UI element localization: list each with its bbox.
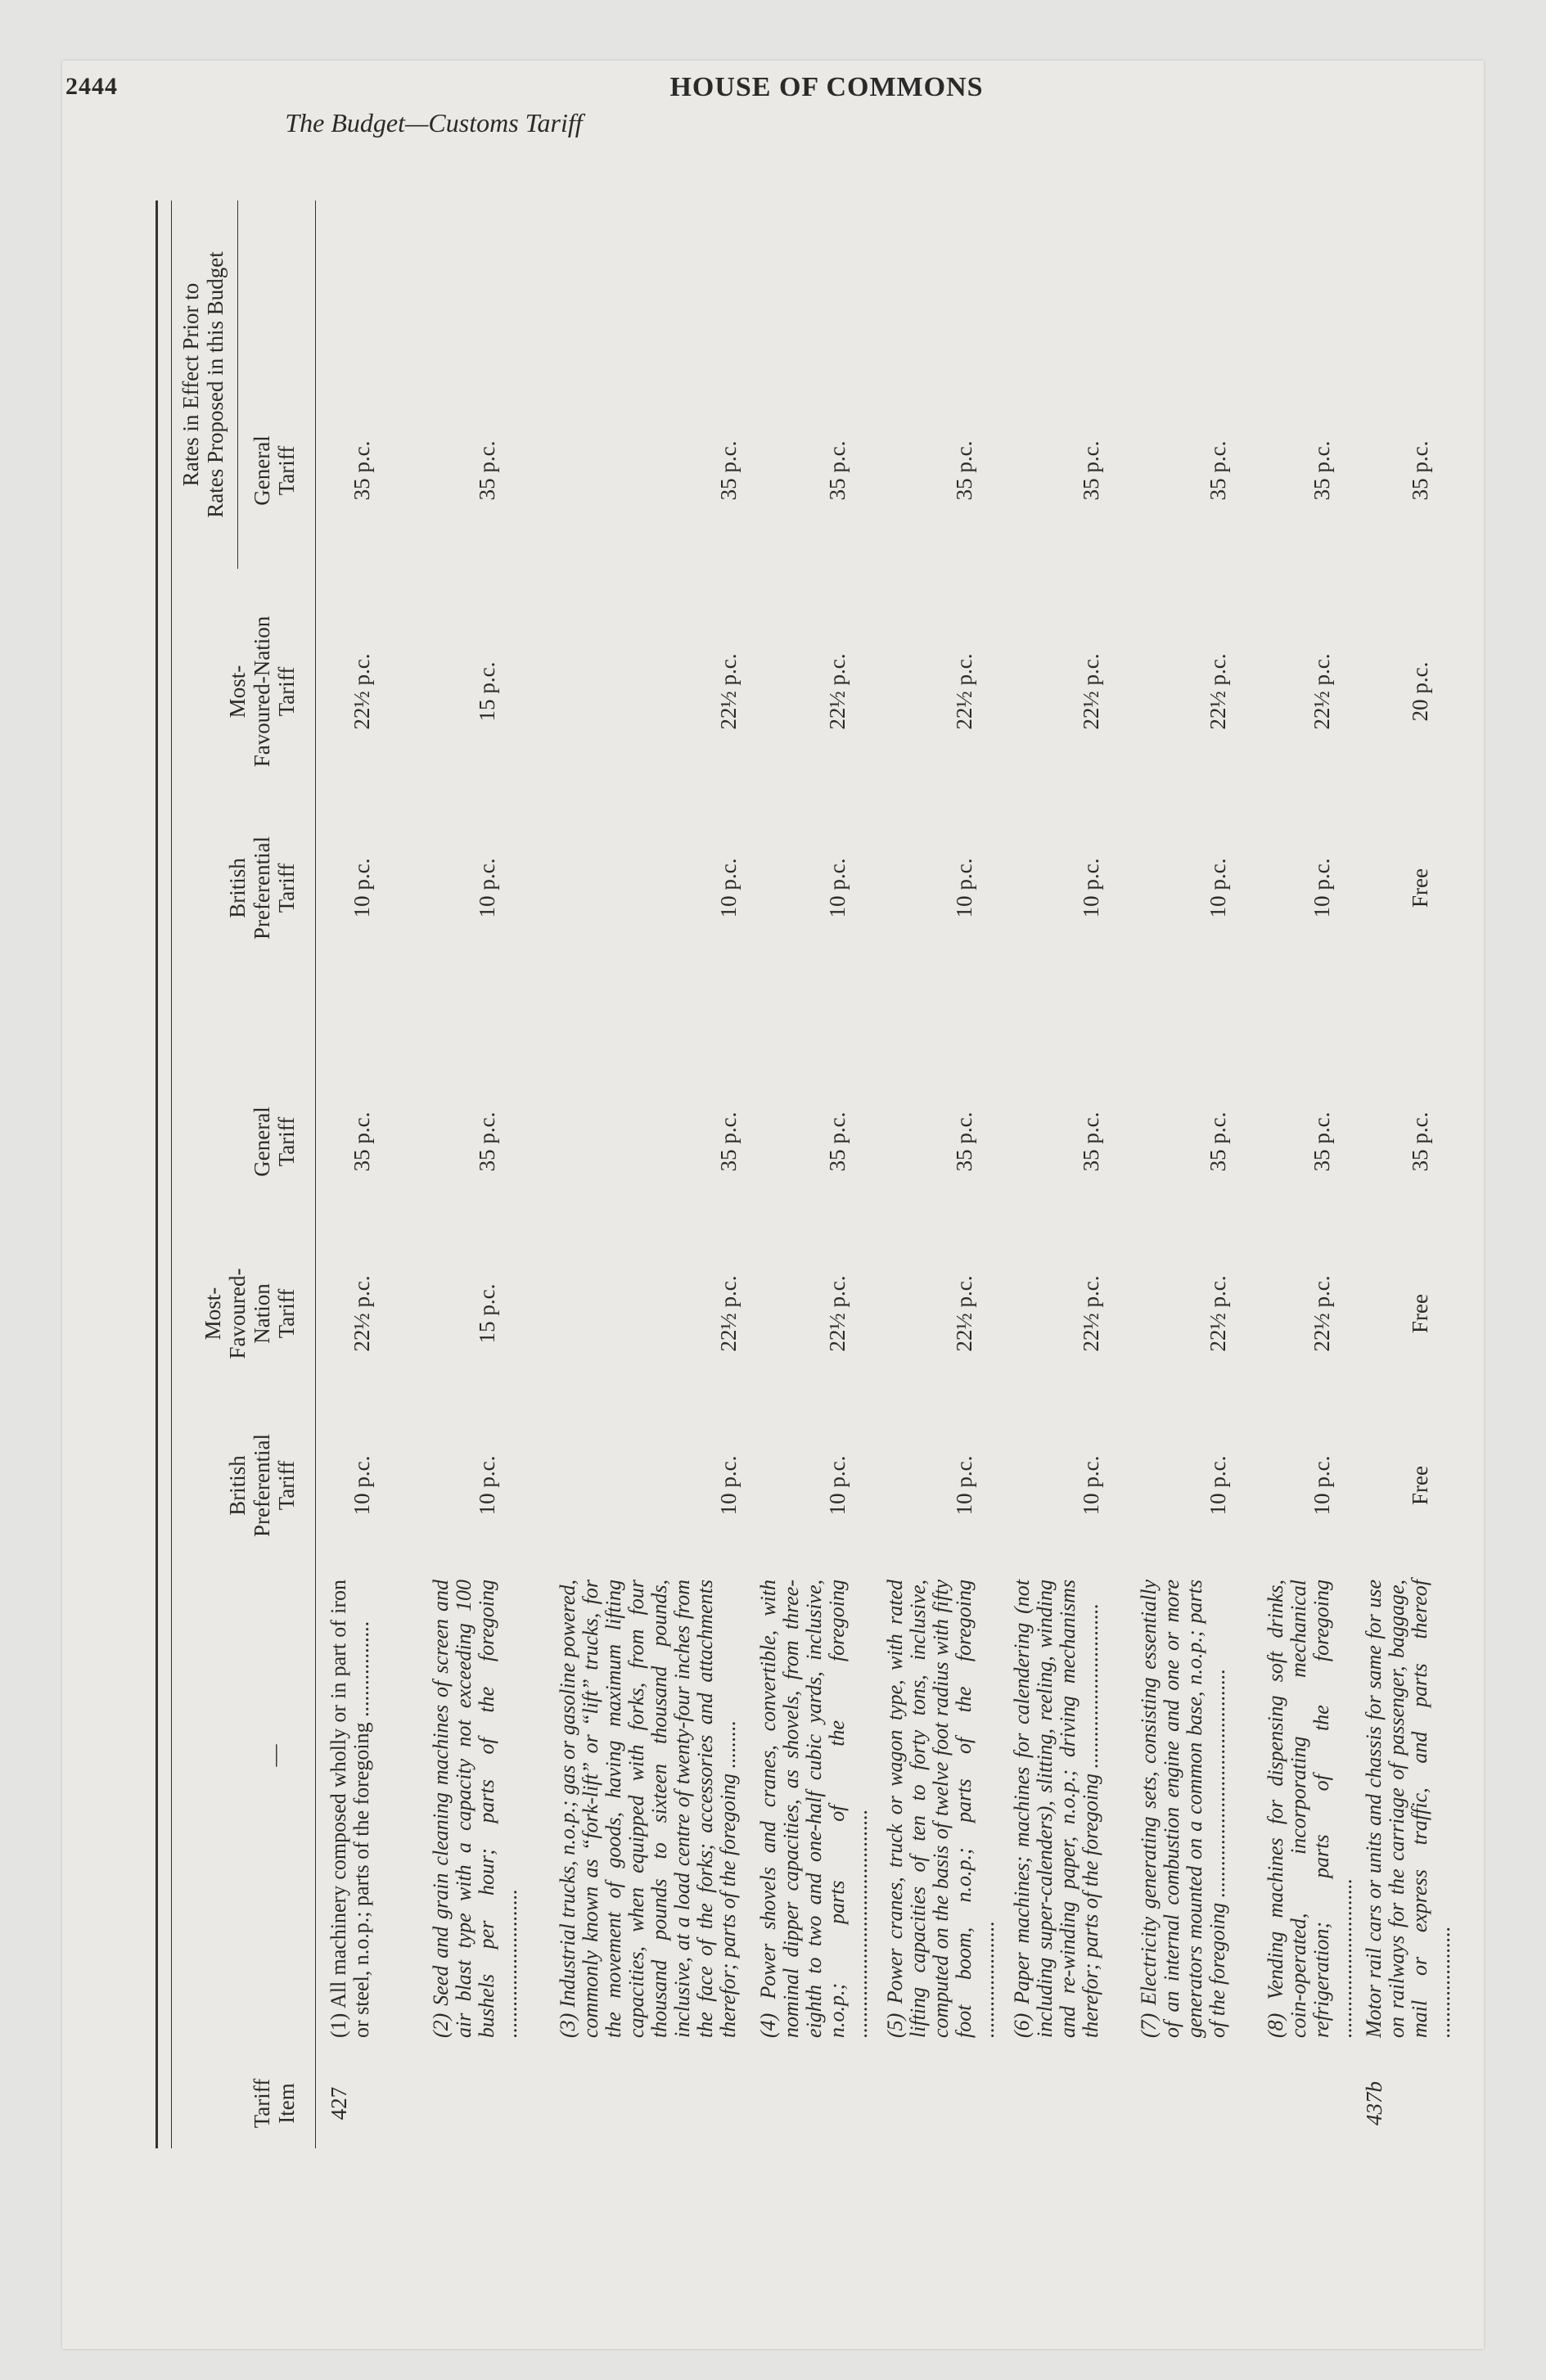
prior-rate-mfn: 22½ p.c.: [952, 653, 976, 730]
prior-rate-mfn: 22½ p.c.: [1206, 653, 1230, 730]
header-bpt: British Preferential Tariff: [225, 1434, 299, 1537]
prior-rate-bpt: 10 p.c.: [349, 858, 374, 918]
item-description: (7) Electricity generating sets, consisting essentially of an internal combustion engine and one or more generators mounted on a common base, n.o.p.; parts of the foregoing ...........................................: [1137, 1580, 1229, 2038]
item-description: (6) Paper machines; machines for calendering (not including super-calenders), slitting, reeling, winding and re-winding paper, n.o.p.; driving mechanisms therefor; parts of the foregoing ...............................: [1010, 1580, 1102, 2038]
rate-general: 35 p.c.: [475, 1111, 499, 1172]
item-description: (1) All machinery composed wholly or in part of iron or steel, n.o.p.; parts of the foregoing ..................: [327, 1580, 373, 2038]
prior-rate-general: 35 p.c.: [349, 440, 374, 501]
rate-bpt: Free: [1408, 1466, 1432, 1505]
tariff-item-number: 427: [327, 2086, 351, 2121]
prior-rate-general: 35 p.c.: [475, 440, 499, 501]
rate-bpt: 10 p.c.: [475, 1455, 499, 1516]
item-description: (3) Industrial trucks, n.o.p.; gas or gasoline powered, commonly known as “fork-lift” or “lift” trucks, for the movement of goods, having maximum lifting capacities, when equipped with forks, from four thousand pounds to sixteen thousand pounds, inclusive, at a load centre of twenty-four inches from the face of the forks; accessories and attachments therefor; parts of the foregoing .........: [556, 1580, 740, 2038]
rate-mfn: 22½ p.c.: [952, 1275, 976, 1352]
rate-general: 35 p.c.: [1309, 1111, 1334, 1172]
rate-mfn: 22½ p.c.: [1206, 1275, 1230, 1352]
rate-bpt: 10 p.c.: [952, 1455, 976, 1516]
rate-mfn: 22½ p.c.: [1309, 1275, 1334, 1352]
prior-rate-bpt: 10 p.c.: [825, 858, 850, 918]
rate-mfn: 22½ p.c.: [1079, 1275, 1103, 1352]
prior-rate-general: 35 p.c.: [1309, 440, 1334, 501]
header-top-rule: [156, 201, 172, 2148]
prior-rate-mfn: 20 p.c.: [1408, 661, 1432, 722]
prior-rate-general: 35 p.c.: [716, 440, 741, 501]
running-head: HOUSE OF COMMONS: [669, 72, 984, 102]
item-description: Motor rail cars or units and chassis for same for use on railways for the carriage of passenger, baggage, mail or express traffic, and parts thereof .....................: [1362, 1580, 1454, 2038]
header-prior-general: General Tariff: [250, 435, 299, 506]
tariff-item-number: 437b: [1362, 2081, 1386, 2125]
rate-general: 35 p.c.: [1408, 1111, 1432, 1172]
page-number: 2444: [65, 73, 118, 100]
rate-general: 35 p.c.: [825, 1111, 850, 1172]
rate-mfn: Free: [1408, 1294, 1432, 1333]
prior-rate-general: 35 p.c.: [1408, 440, 1432, 501]
prior-rate-general: 35 p.c.: [1206, 440, 1230, 501]
rate-bpt: 10 p.c.: [1079, 1455, 1103, 1516]
prior-rate-general: 35 p.c.: [1079, 440, 1103, 501]
prior-rate-bpt: 10 p.c.: [716, 858, 741, 918]
prior-rate-bpt: 10 p.c.: [952, 858, 976, 918]
prior-rate-mfn: 22½ p.c.: [349, 653, 374, 730]
rate-mfn: 22½ p.c.: [716, 1275, 741, 1352]
rate-mfn: 22½ p.c.: [349, 1275, 374, 1352]
rate-general: 35 p.c.: [952, 1111, 976, 1172]
prior-rate-bpt: 10 p.c.: [1206, 858, 1230, 918]
prior-rate-bpt: 10 p.c.: [1309, 858, 1334, 918]
rate-bpt: 10 p.c.: [1206, 1455, 1230, 1516]
prior-rate-bpt: Free: [1408, 868, 1432, 908]
rate-bpt: 10 p.c.: [349, 1455, 374, 1516]
rate-general: 35 p.c.: [716, 1111, 741, 1172]
prior-rate-general: 35 p.c.: [952, 440, 976, 501]
item-description: (2) Seed and grain cleaning machines of screen and air blast type with a capacity not exceeding 100 bushels per hour; parts of the foregoing ............................: [429, 1580, 521, 2038]
prior-rate-bpt: 10 p.c.: [475, 858, 499, 918]
rate-general: 35 p.c.: [349, 1111, 374, 1172]
rate-general: 35 p.c.: [1206, 1111, 1230, 1172]
prior-rate-mfn: 22½ p.c.: [1309, 653, 1334, 730]
prior-rate-mfn: 22½ p.c.: [1079, 653, 1103, 730]
rate-mfn: 22½ p.c.: [825, 1275, 850, 1352]
header-tariff-item: Tariff Item: [250, 2078, 299, 2129]
header-prior-rates-group: Rates in Effect Prior to Rates Proposed in this Budget: [178, 251, 228, 518]
header-group-rule: [237, 201, 238, 569]
header-prior-mfn: Most- Favoured-Nation Tariff: [225, 615, 299, 768]
prior-rate-mfn: 22½ p.c.: [825, 653, 850, 730]
item-description: (8) Vending machines for dispensing soft drinks, coin-operated, incorporating mechanical refrigeration; parts of the foregoing ..............................: [1264, 1580, 1356, 2038]
prior-rate-mfn: 15 p.c.: [475, 661, 499, 722]
header-mfn: Most- Favoured- Nation Tariff: [201, 1268, 299, 1359]
header-general: General Tariff: [250, 1107, 299, 1177]
item-description: (4) Power shovels and cranes, convertible, with nominal dipper capacities, as shovels, from three-eighth to two and one-half cubic yards, inclusive, n.o.p.; parts of the foregoing ...........................................: [756, 1580, 872, 2038]
rate-bpt: 10 p.c.: [1309, 1455, 1334, 1516]
rate-mfn: 15 p.c.: [475, 1283, 499, 1344]
prior-rate-general: 35 p.c.: [825, 440, 850, 501]
rate-general: 35 p.c.: [1079, 1111, 1103, 1172]
header-prior-bpt: British Preferential Tariff: [225, 836, 299, 940]
section-title: The Budget—Customs Tariff: [285, 108, 583, 137]
header-bottom-rule: [315, 201, 316, 2148]
item-description: (5) Power cranes, truck or wagon type, with rated lifting capacities of ten to forty tons, inclusive, computed on the basis of twelve foot radius with fifty foot boom, n.o.p.; parts of the foregoing ......................: [883, 1580, 998, 2038]
prior-rate-mfn: 22½ p.c.: [716, 653, 741, 730]
rate-bpt: 10 p.c.: [716, 1455, 741, 1516]
header-description: —: [262, 1744, 286, 1767]
tariff-table: [156, 201, 1454, 2148]
rate-bpt: 10 p.c.: [825, 1455, 850, 1516]
prior-rate-bpt: 10 p.c.: [1079, 858, 1103, 918]
